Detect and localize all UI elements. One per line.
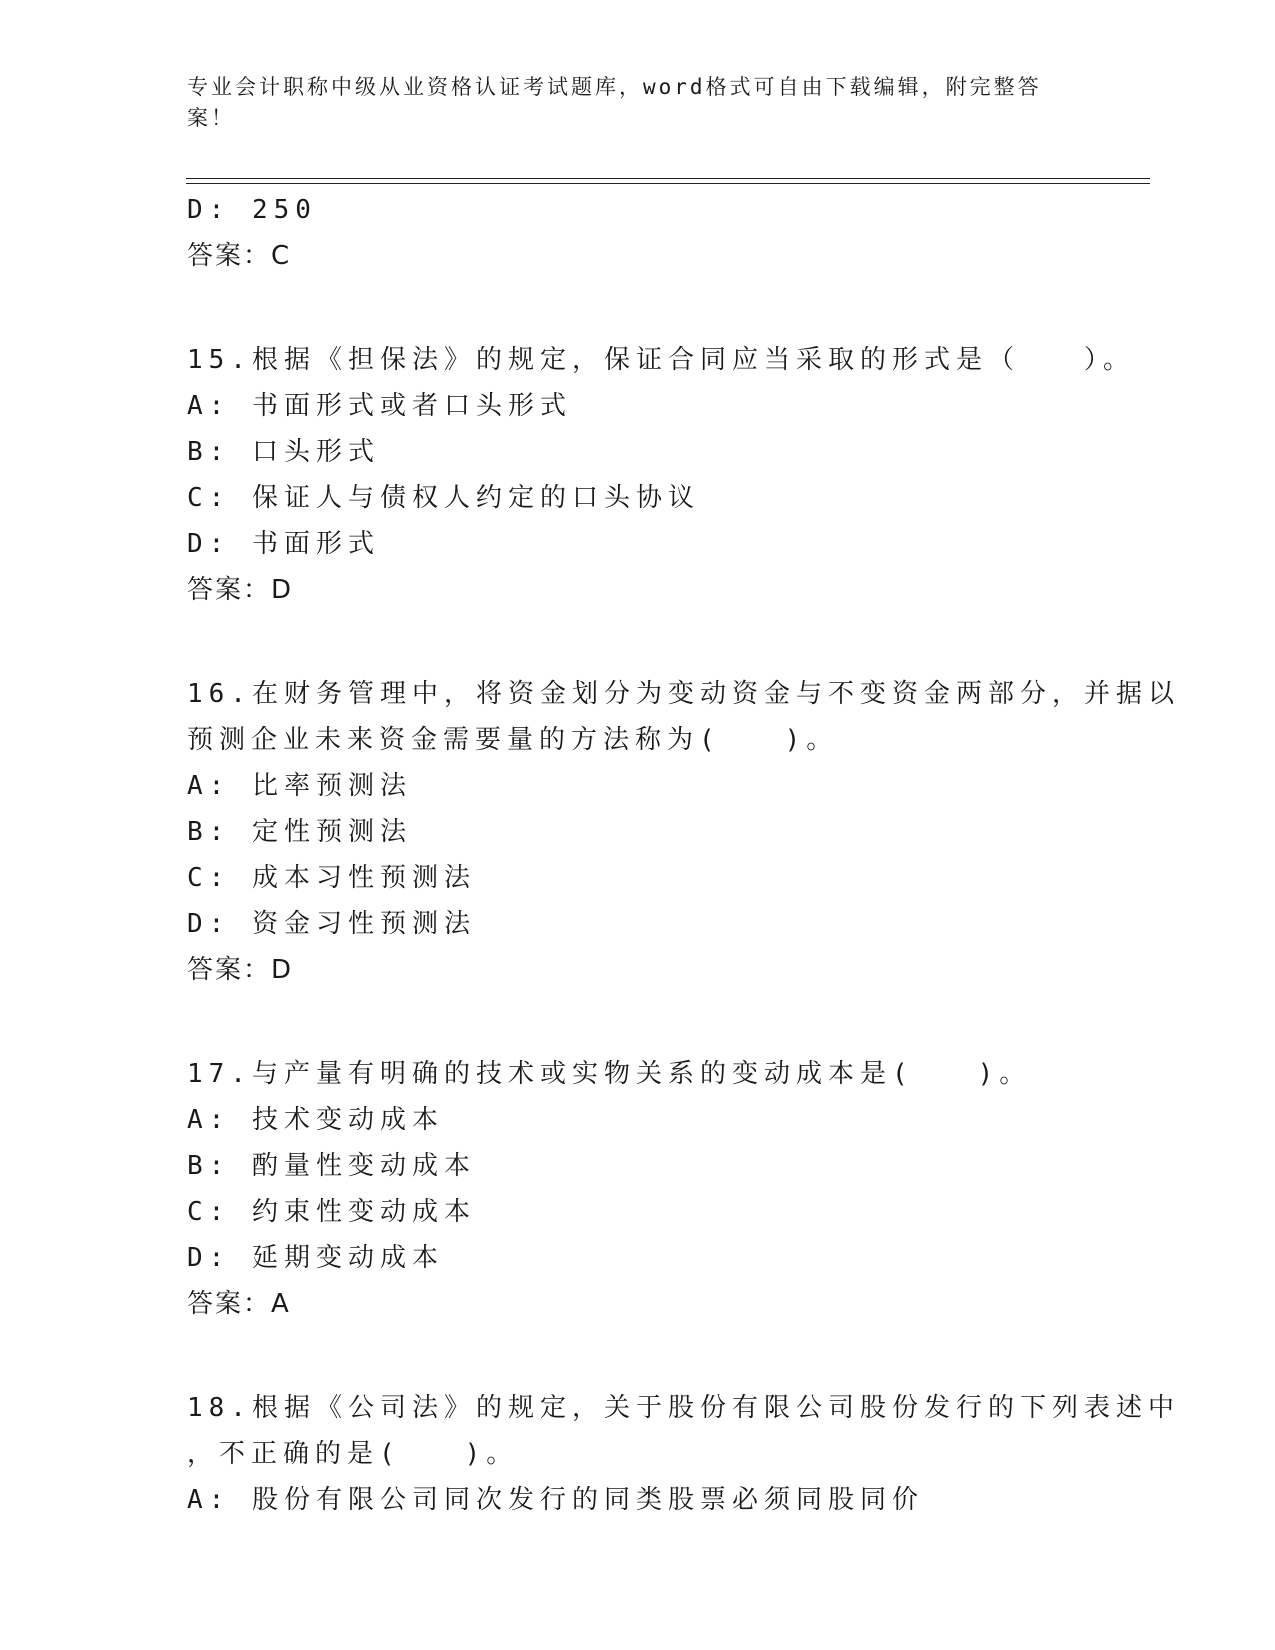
- option-d: D: 250: [187, 195, 317, 225]
- option-a: A: 股份有限公司同次发行的同类股票必须同股同价: [187, 1485, 924, 1515]
- answer-line: 答案：D: [187, 955, 294, 985]
- question-stem: 17.与产量有明确的技术或实物关系的变动成本是( )。: [187, 1059, 1032, 1089]
- option-d: D: 书面形式: [187, 529, 380, 559]
- option-a: A: 书面形式或者口头形式: [187, 391, 572, 421]
- page-header: [187, 72, 1067, 134]
- option-d: D: 延期变动成本: [187, 1243, 444, 1273]
- question-list: [187, 187, 1180, 1523]
- option-c: C: 约束性变动成本: [187, 1197, 476, 1227]
- header-text: 专业会计职称中级从业资格认证考试题库，word格式可自由下载编辑，附完整答案！: [187, 75, 1042, 130]
- option-a: A: 技术变动成本: [187, 1105, 444, 1135]
- question-stem-line-1: 16.在财务管理中，将资金划分为变动资金与不变资金两部分，并据以: [187, 679, 1180, 709]
- answer-line: 答案：A: [187, 1289, 291, 1319]
- question-stem-line-1: 18.根据《公司法》的规定，关于股份有限公司股份发行的下列表述中: [187, 1393, 1180, 1423]
- question-stem-line-2: ，不正确的是( )。: [187, 1439, 519, 1469]
- question-stem: 15.根据《担保法》的规定，保证合同应当采取的形式是（ ）。: [187, 345, 1135, 375]
- option-d: D: 资金习性预测法: [187, 909, 476, 939]
- answer-line: 答案：D: [187, 575, 294, 605]
- header-rule-bottom: [186, 183, 1150, 184]
- option-a: A: 比率预测法: [187, 771, 412, 801]
- question-stem-line-2: 预测企业未来资金需要量的方法称为( )。: [187, 725, 839, 755]
- option-b: B: 口头形式: [187, 437, 380, 467]
- option-b: B: 酌量性变动成本: [187, 1151, 476, 1181]
- question-18: [187, 1385, 1180, 1523]
- question-16: [187, 671, 1180, 993]
- option-b: B: 定性预测法: [187, 817, 412, 847]
- option-c: C: 成本习性预测法: [187, 863, 476, 893]
- header-rule-top: [186, 178, 1150, 179]
- question-17: [187, 1051, 1087, 1327]
- answer-line: 答案：C: [187, 241, 292, 271]
- previous-question-tail: [187, 187, 1087, 279]
- question-15: [187, 337, 1135, 613]
- option-c: C: 保证人与债权人约定的口头协议: [187, 483, 700, 513]
